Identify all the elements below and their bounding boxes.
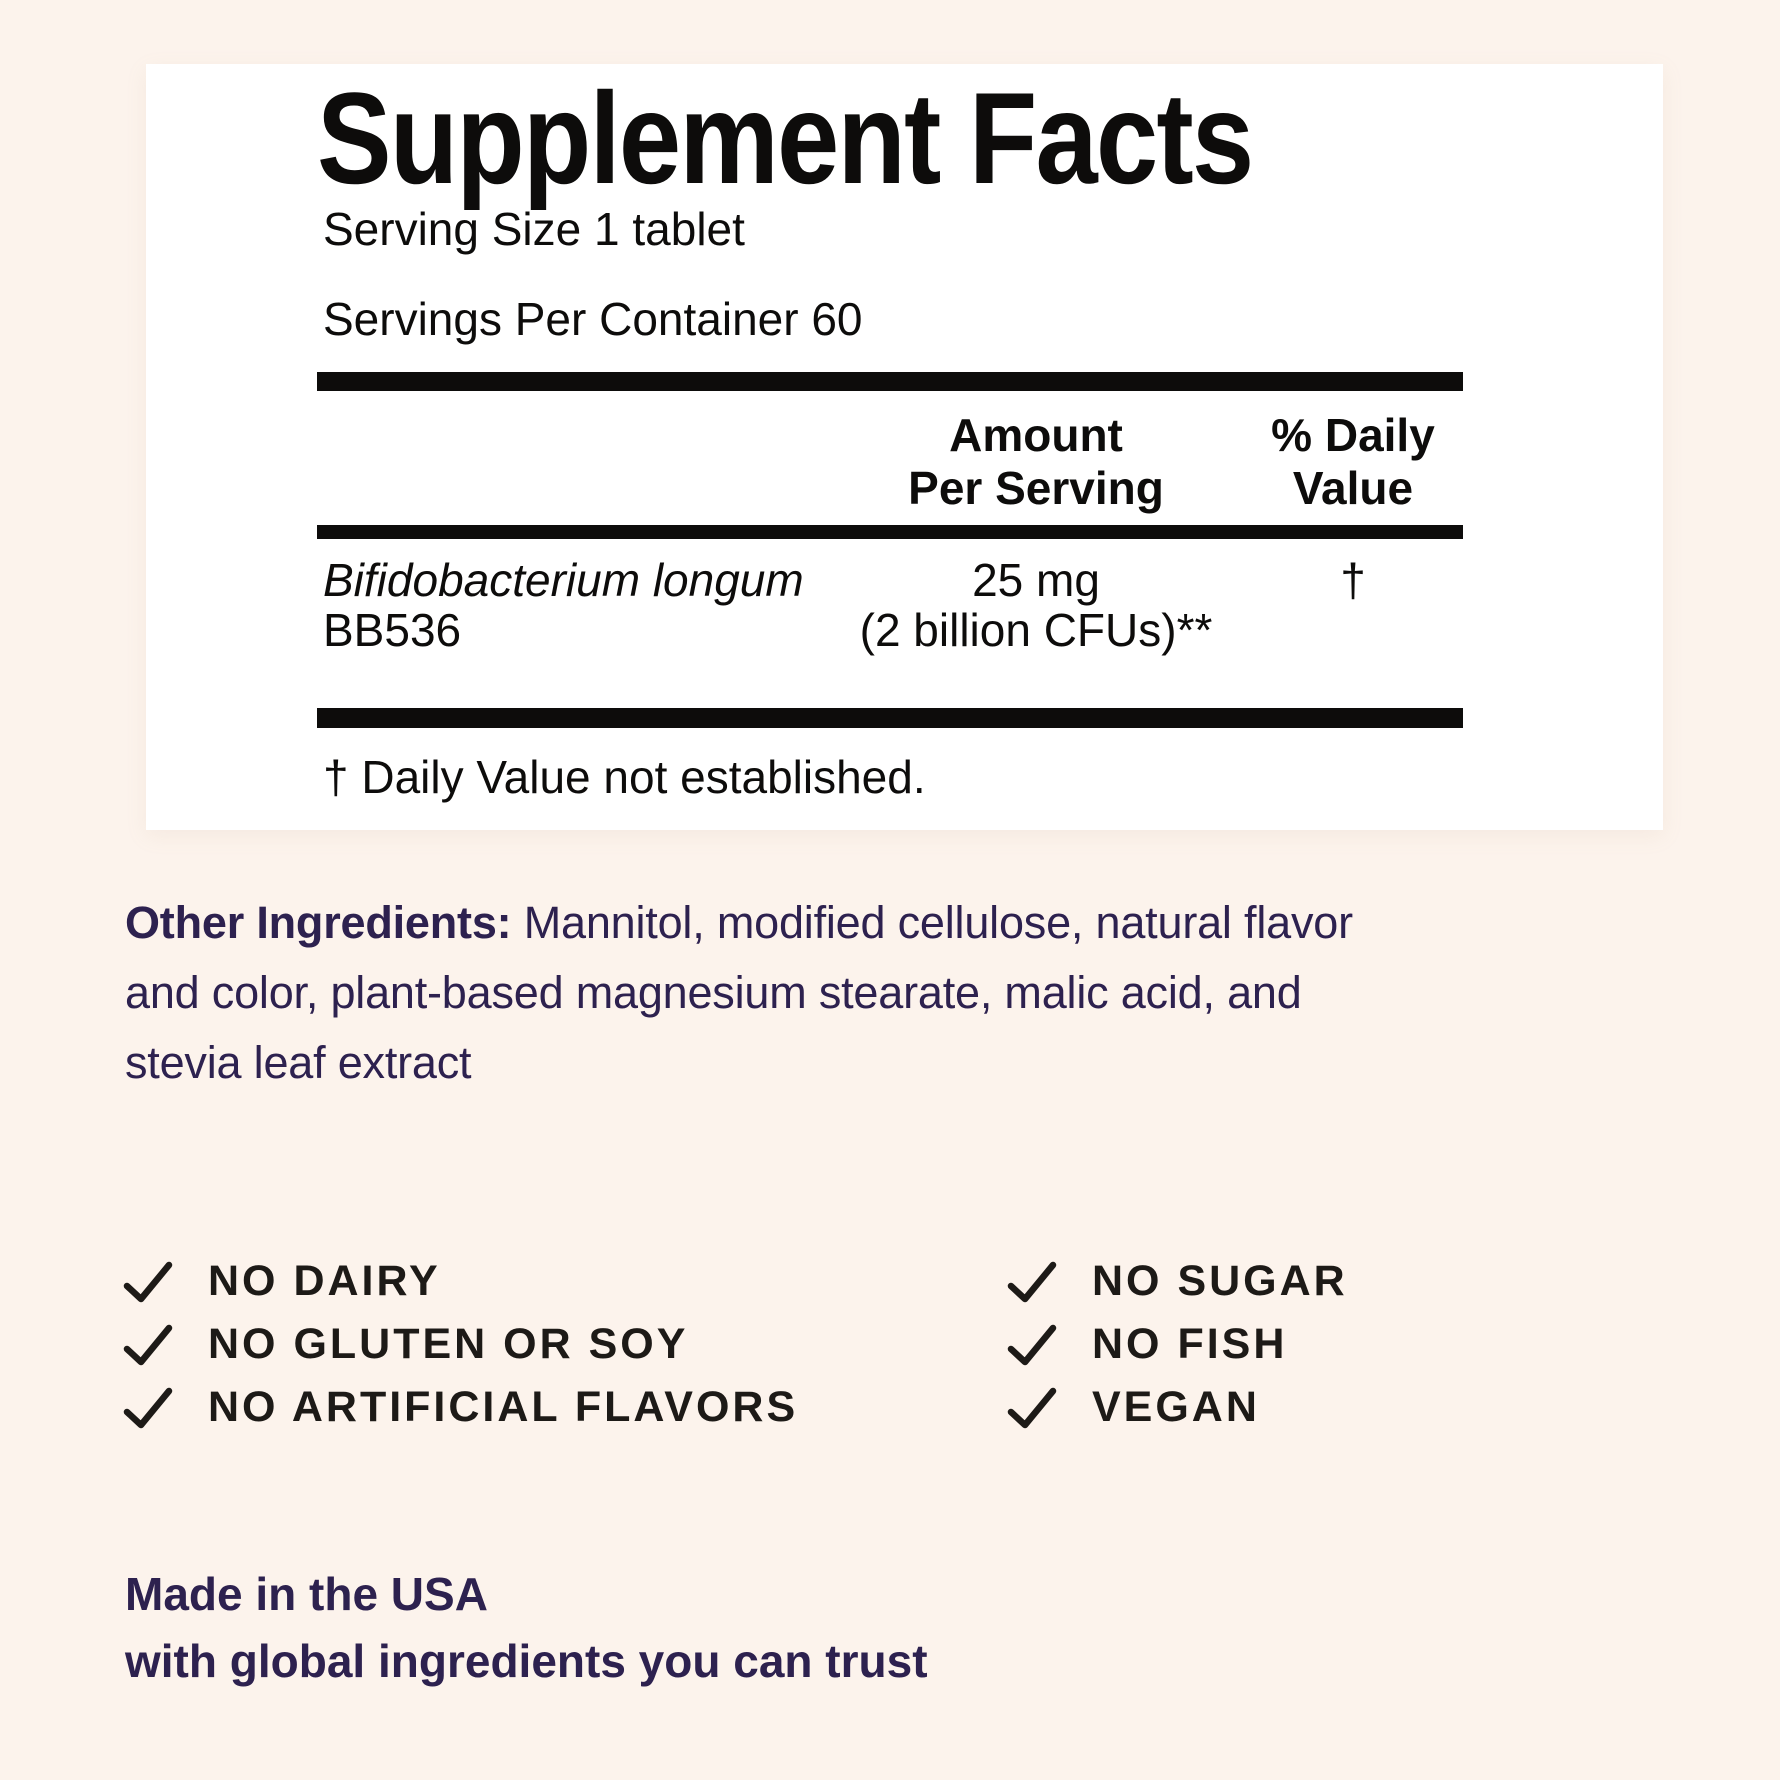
supplement-facts-panel xyxy=(146,64,1663,830)
checklist-item xyxy=(122,1376,798,1439)
ingredient-amount-detail: (2 billion CFUs)** xyxy=(859,604,1213,656)
other-ingredients-line2: and color, plant-based magnesium stearate, malic acid, and xyxy=(125,967,1302,1018)
checklist-item xyxy=(1006,1313,1348,1376)
dv-header-line2: Value xyxy=(1292,462,1414,514)
checklist-item xyxy=(1006,1376,1348,1439)
ingredient-amount: 25 mg xyxy=(972,554,1100,606)
daily-value-footnote: † Daily Value not established. xyxy=(323,751,926,803)
check-icon xyxy=(122,1259,174,1305)
checklist-item xyxy=(122,1313,798,1376)
check-icon xyxy=(1006,1385,1058,1431)
divider-thin xyxy=(317,525,1463,539)
footer-tagline: with global ingredients you can trust xyxy=(125,1635,928,1687)
checklist-item xyxy=(122,1250,798,1313)
dv-header-line1: % Daily xyxy=(1271,409,1435,461)
checklist-right-column xyxy=(1006,1250,1348,1439)
other-ingredients-paragraph xyxy=(125,888,1685,1098)
ingredient-name-code: BB536 xyxy=(323,604,462,656)
check-icon xyxy=(122,1322,174,1368)
checklist-item xyxy=(1006,1250,1348,1313)
other-ingredients-line3: stevia leaf extract xyxy=(125,1037,472,1088)
daily-value-header xyxy=(1203,409,1503,515)
serving-size-line: Serving Size 1 tablet xyxy=(323,203,745,255)
checklist-item-label: NO SUGAR xyxy=(1092,1257,1348,1305)
divider-thick-bottom xyxy=(317,708,1463,728)
other-ingredients-label: Other Ingredients: xyxy=(125,897,512,948)
checklist-left-column xyxy=(122,1250,798,1439)
checklist-item-label: VEGAN xyxy=(1092,1383,1260,1431)
divider-thick-top xyxy=(317,372,1463,391)
checklist-item-label: NO GLUTEN OR SOY xyxy=(208,1320,689,1368)
other-ingredients-line1 xyxy=(125,888,1685,958)
servings-per-container-line: Servings Per Container 60 xyxy=(323,293,863,345)
panel-title: Supplement Facts xyxy=(317,65,1253,211)
check-icon xyxy=(122,1385,174,1431)
amount-header-line2: Per Serving xyxy=(908,462,1164,514)
checklist-item-label: NO FISH xyxy=(1092,1320,1288,1368)
ingredient-daily-value: † xyxy=(1340,554,1366,606)
amount-header-line1: Amount xyxy=(949,409,1123,461)
made-in-usa-line: Made in the USA xyxy=(125,1568,488,1620)
checklist-item-label: NO ARTIFICIAL FLAVORS xyxy=(208,1383,799,1431)
made-in-usa-block xyxy=(125,1561,928,1695)
checklist-item-label: NO DAIRY xyxy=(208,1257,441,1305)
ingredient-name-latin: Bifidobacterium longum xyxy=(323,554,804,606)
check-icon xyxy=(1006,1259,1058,1305)
check-icon xyxy=(1006,1322,1058,1368)
other-ingredients-line1-rest: Mannitol, modified cellulose, natural flavor xyxy=(511,897,1353,948)
